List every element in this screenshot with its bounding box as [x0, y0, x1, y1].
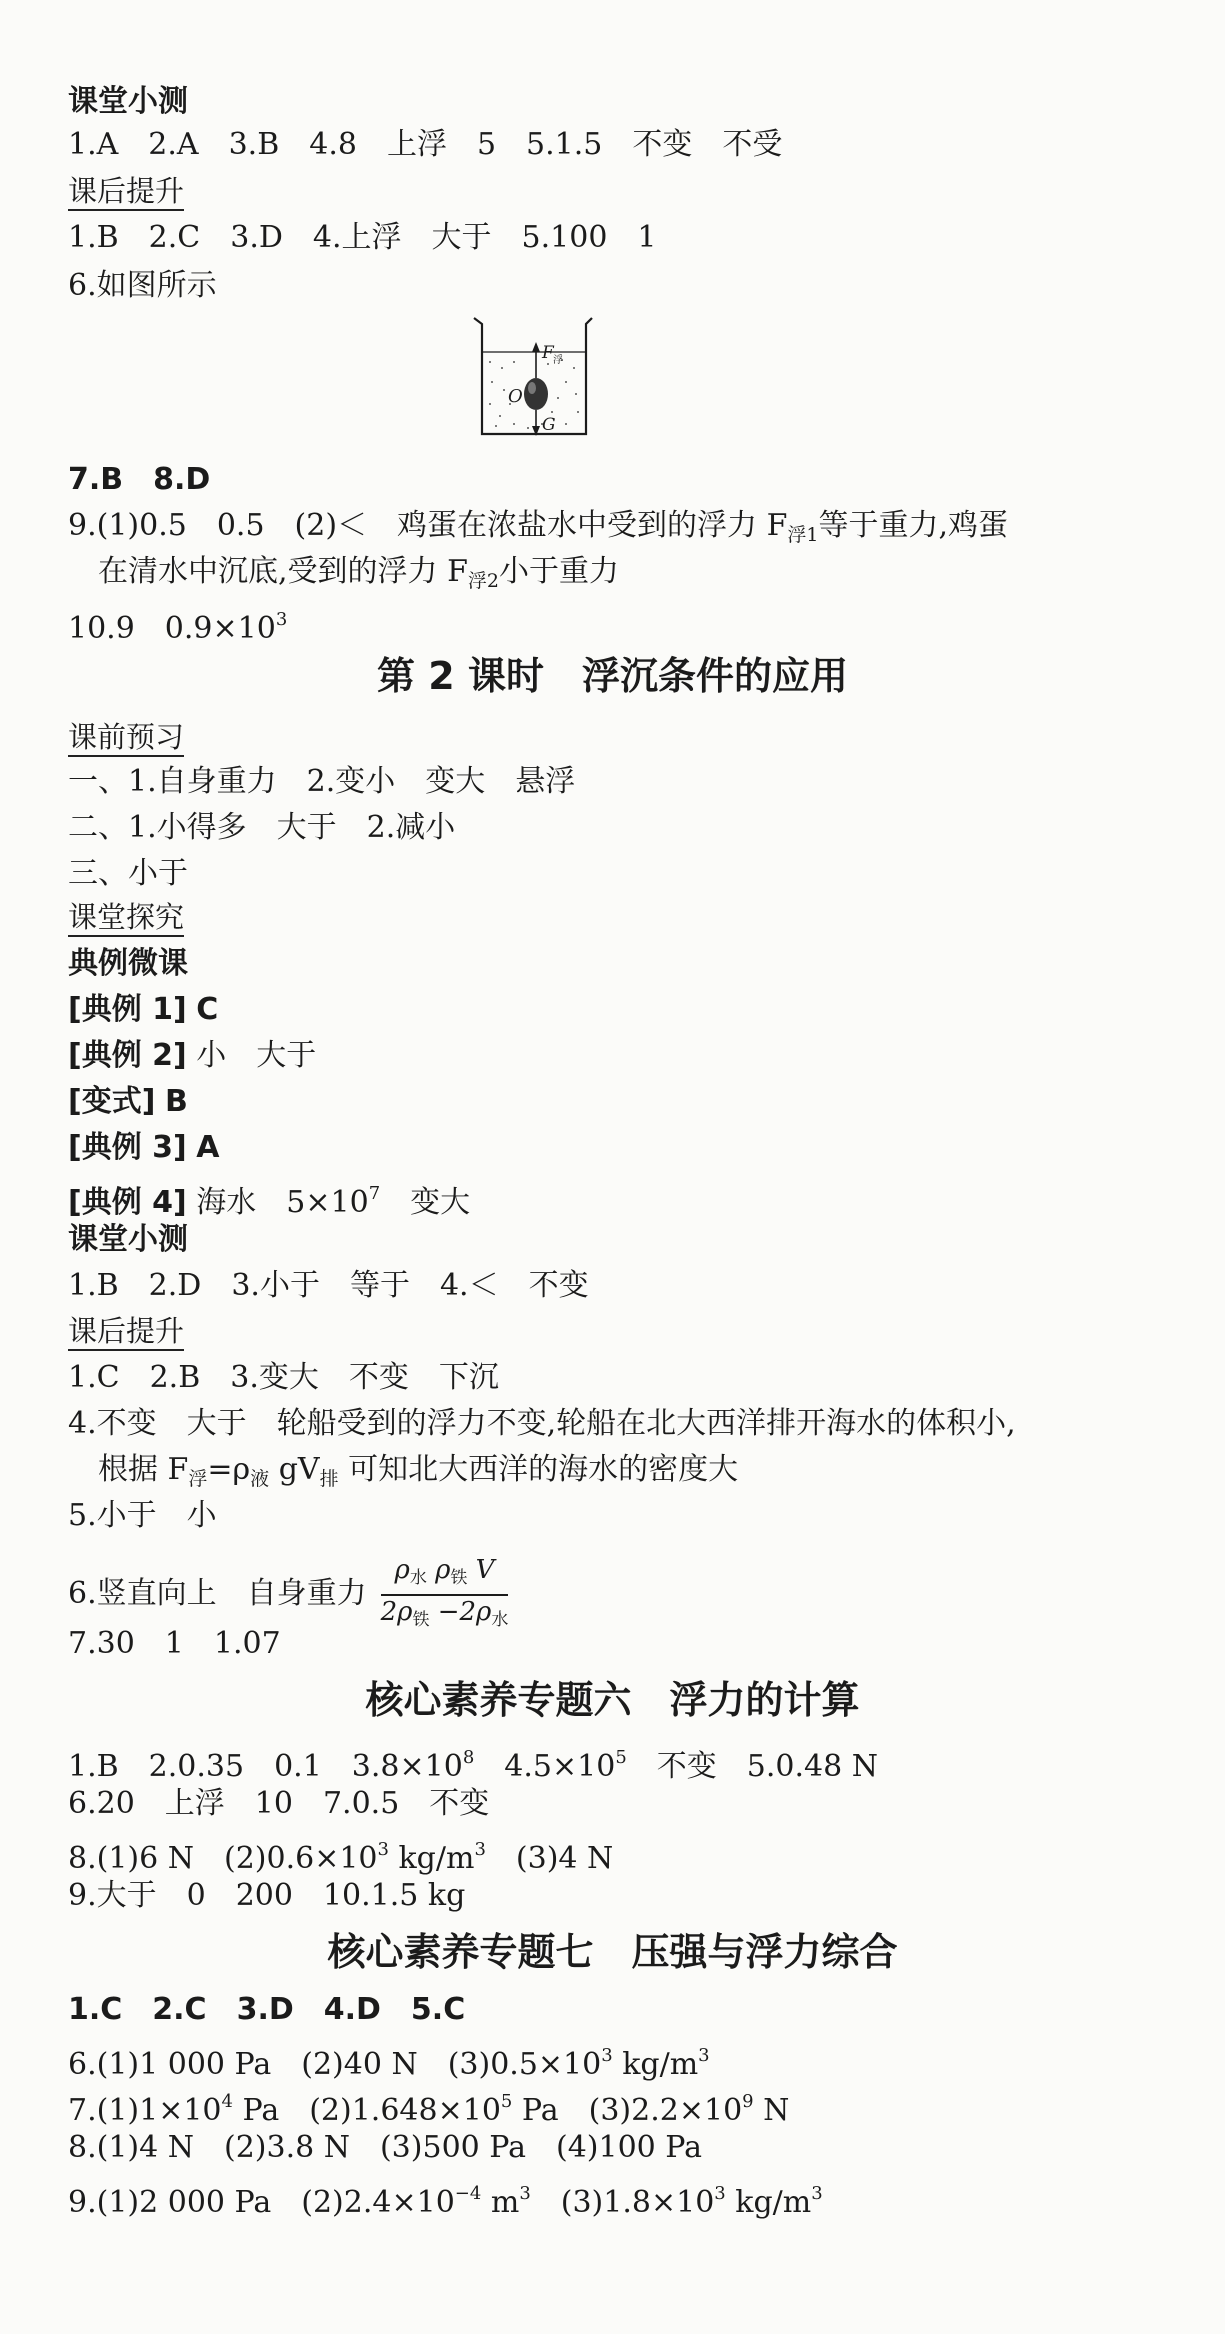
- answer-line: 三、小于: [68, 856, 188, 891]
- answer-line: [典例 4] 海水 $5\times 10^7$ 变大: [68, 1183, 471, 1220]
- lesson-heading: 第 2 课时 浮沉条件的应用: [377, 654, 848, 698]
- answer-line: [典例 2] 小 大于: [68, 1038, 317, 1073]
- answer-line: 7.B 8.D: [68, 462, 211, 497]
- answer-line: 9.大于 0 200 10.1.5 kg: [68, 1878, 466, 1913]
- subsection-title: 典例微课: [68, 946, 188, 981]
- answer-line: 1.B 2.0.35 0.1 $3.8\times 10^8$ $4.5\times 10^5$ 不变 5.0.48 N: [68, 1747, 878, 1784]
- answer-line: 10.9 $0.9\times 10^3$: [68, 609, 288, 646]
- answer-line: 6.20 上浮 10 7.0.5 不变: [68, 1786, 490, 1821]
- beaker-figure: [470, 312, 600, 442]
- answer-line: 4.不变 大于 轮船受到的浮力不变,轮船在北大西洋排开海水的体积小,: [68, 1406, 1016, 1441]
- buoyancy-label: F: [542, 343, 554, 363]
- section-title-after-class: 课后提升: [68, 1314, 184, 1351]
- buoyancy-subscript: 浮: [553, 355, 563, 366]
- answer-line: 1.A 2.A 3.B 4.8 上浮 5 5.1.5 不变 不受: [68, 127, 783, 162]
- gravity-label: G: [542, 415, 556, 435]
- answer-line: 根据 $F_浮=\rho_液$ $gV_排$ 可知北大西洋的海水的密度大: [98, 1452, 739, 1490]
- answer-line: 1.C 2.C 3.D 4.D 5.C: [68, 1992, 466, 2027]
- answer-line: 在清水中沉底,受到的浮力 $F_{浮2}$小于重力: [98, 554, 619, 592]
- density-fraction: $\frac{\text{ρ水 ρ铁 V}}{\text{2ρ铁 −2ρ水}}$: [380, 1555, 509, 1630]
- answer-line: [典例 3] A: [68, 1130, 220, 1165]
- answer-line: 8.(1)6 N $(2)0.6\times 10^3$ $kg/m^3$ (3)4 N: [68, 1839, 614, 1876]
- answer-line: 6.(1)1 000 Pa (2)40 N $(3)0.5\times 10^3$ $kg/m^3$: [68, 2045, 710, 2082]
- answer-line: $7.(1)1\times 10^4$ Pa $(2)1.648\times 10^5$ Pa $(3)2.2\times 10^9$ N: [68, 2091, 790, 2128]
- topic-heading: 核心素养专题七 压强与浮力综合: [327, 1930, 898, 1974]
- section-title-explore: 课堂探究: [68, 900, 184, 937]
- answer-line: 1.B 2.C 3.D 4.上浮 大于 5.100 1: [68, 220, 657, 255]
- answer-line: 1.C 2.B 3.变大 不变 下沉: [68, 1360, 499, 1395]
- topic-heading: 核心素养专题六 浮力的计算: [365, 1678, 860, 1722]
- section-title-preview: 课前预习: [68, 720, 184, 757]
- answer-line: 9.(1)2 000 Pa $(2)2.4\times 10^{-4}$ $m^3$ $(3)1.8\times 10^3$ $kg/m^3$: [68, 2183, 823, 2220]
- section-title-quiz: 课堂小测: [68, 1222, 188, 1257]
- beaker-diagram: [470, 312, 600, 442]
- answer-line: 二、1.小得多 大于 2.减小: [68, 810, 456, 845]
- answer-line: 一、1.自身重力 2.变小 变大 悬浮: [68, 764, 576, 799]
- answer-line: 6.如图所示: [68, 268, 217, 303]
- answer-line: 6.竖直向上 自身重力 $\frac{\text{ρ水 ρ铁 V}}{\text{2ρ铁 −2ρ水}}$: [68, 1554, 508, 1636]
- center-label: O: [508, 386, 523, 407]
- answer-line: 5.小于 小: [68, 1498, 217, 1533]
- answer-line: [变式] B: [68, 1084, 188, 1119]
- section-title-after-class: 课后提升: [68, 174, 184, 211]
- answer-line: 1.B 2.D 3.小于 等于 4.＜ 不变: [68, 1268, 589, 1303]
- answer-line: 7.30 1 1.07: [68, 1626, 281, 1661]
- answer-line: [典例 1] C: [68, 992, 219, 1027]
- answer-line: 9.(1)0.5 0.5 (2)＜ 鸡蛋在浓盐水中受到的浮力 $F_{浮1}$等于重力,鸡蛋: [68, 508, 1009, 546]
- answer-line: 8.(1)4 N (2)3.8 N (3)500 Pa (4)100 Pa: [68, 2130, 703, 2165]
- section-title-quiz: 课堂小测: [68, 84, 188, 119]
